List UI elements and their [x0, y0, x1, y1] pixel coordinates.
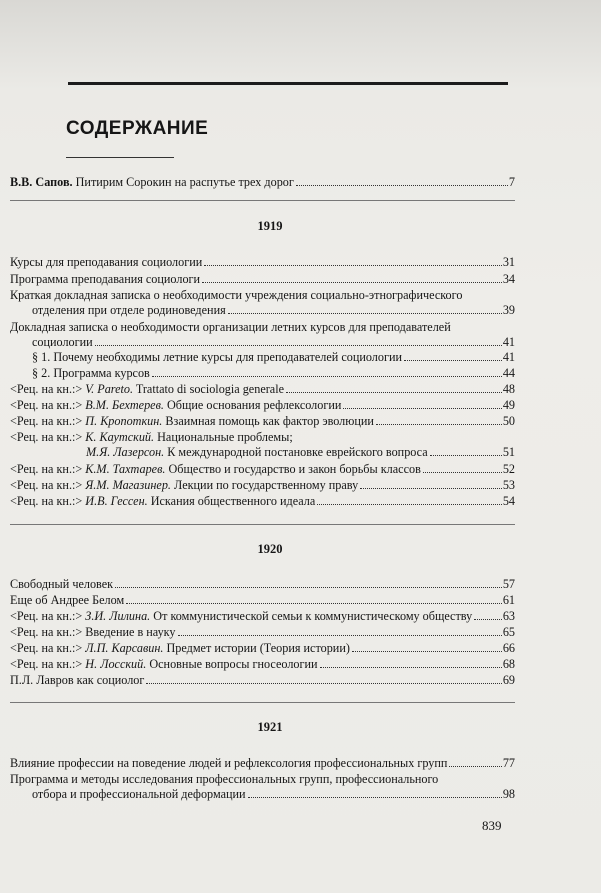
page-ref: 69 [502, 673, 515, 687]
page-ref: 31 [502, 255, 515, 269]
entry-title-line1: Национальные проблемы; [154, 430, 293, 444]
entry-title: социологии [32, 335, 93, 349]
page-ref: 48 [502, 382, 515, 396]
leader-dots [352, 651, 502, 652]
page-title: СОДЕРЖАНИЕ [66, 118, 209, 139]
title-underline [66, 157, 174, 158]
toc-entry[interactable] [10, 350, 515, 365]
leader-dots [320, 667, 502, 668]
entry-title: Взаимная помощь как фактор эволюции [162, 414, 374, 428]
toc-entry[interactable] [10, 272, 515, 287]
leader-dots [95, 345, 502, 346]
page-ref: 50 [502, 414, 515, 428]
page-ref: 39 [502, 303, 515, 317]
toc-entry[interactable] [10, 414, 515, 429]
page-ref: 51 [502, 445, 515, 459]
leader-dots [228, 313, 502, 314]
toc-entry[interactable] [10, 366, 515, 381]
entry-title: § 2. Программа курсов [32, 366, 150, 380]
leader-dots [126, 603, 502, 604]
review-prefix: <Рец. на кн.:> [10, 625, 86, 639]
entry-title-line1: Программа и методы исследования профессиональных групп, профессионального [10, 772, 439, 786]
toc-entry-intro[interactable] [10, 175, 515, 190]
intro-author: В.В. Сапов. [10, 175, 73, 189]
leader-dots [248, 797, 502, 798]
leader-dots [286, 392, 502, 393]
toc-entry[interactable] [10, 288, 515, 318]
entry-title: Предмет истории (Теория истории) [163, 641, 350, 655]
page-ref: 44 [502, 366, 515, 380]
entry-author: К. Каутский. [85, 430, 155, 444]
leader-dots [423, 472, 502, 473]
leader-dots [152, 376, 502, 377]
entry-author: V. Pareto. [85, 382, 134, 396]
leader-dots [360, 488, 502, 489]
section-divider [10, 200, 515, 201]
page-ref: 41 [502, 335, 515, 349]
leader-dots [343, 408, 501, 409]
leader-dots [376, 424, 502, 425]
entry-title: Общество и государство и закон борьбы классов [165, 462, 421, 476]
leader-dots [404, 360, 502, 361]
review-prefix: <Рец. на кн.:> [10, 382, 86, 396]
page-ref: 68 [502, 657, 515, 671]
entry-author: В.М. Бехтерев. [85, 398, 164, 412]
leader-dots [296, 185, 508, 186]
review-prefix: <Рец. на кн.:> [10, 398, 86, 412]
page-ref: 66 [502, 641, 515, 655]
toc-entry[interactable] [10, 494, 515, 509]
leader-dots [317, 504, 502, 505]
entry-author: И.В. Гессен. [85, 494, 148, 508]
intro-title: Питирим Сорокин на распутье трех дорог [72, 175, 294, 189]
page-ref: 61 [502, 593, 515, 607]
entry-title: От коммунистической семьи к коммунистическому обществу [150, 609, 473, 623]
entry-title: Свободный человек [10, 577, 114, 591]
entry-title: отбора и профессиональной деформации [32, 787, 246, 801]
toc-entry[interactable] [10, 462, 515, 477]
entry-title: П.Л. Лавров как социолог [10, 673, 145, 687]
toc-entry[interactable] [10, 430, 515, 460]
section-year: 1920 [257, 542, 283, 556]
entry-title: Основные вопросы гносеологии [146, 657, 318, 671]
review-prefix: <Рец. на кн.:> [10, 478, 86, 492]
entry-title: § 1. Почему необходимы летние курсы для преподавателей социологии [32, 350, 403, 364]
leader-dots [449, 766, 501, 767]
entry-title: Курсы для преподавания социологии [10, 255, 203, 269]
page-number: 839 [482, 818, 502, 833]
entry-author: Л.П. Карсавин. [85, 641, 164, 655]
toc-entry[interactable] [10, 478, 515, 493]
review-prefix: <Рец. на кн.:> [10, 657, 86, 671]
entry-author: К.М. Тахтарев. [85, 462, 166, 476]
entry-title: Влияние профессии на поведение людей и рефлексология профессиональных групп [10, 756, 448, 770]
entry-title: Искания общественного идеала [147, 494, 316, 508]
leader-dots [430, 455, 502, 456]
review-prefix: <Рец. на кн.:> [10, 494, 86, 508]
toc-entry[interactable] [10, 398, 515, 413]
toc-entry[interactable] [10, 255, 515, 270]
review-prefix: <Рец. на кн.:> [10, 641, 86, 655]
page-ref: 65 [502, 625, 515, 639]
entry-title-line1: Краткая докладная записка о необходимости учреждения социально-этнографического [10, 288, 463, 302]
entry-author: Н. Лосский. [85, 657, 147, 671]
page-ref: 63 [502, 609, 515, 623]
toc-entry[interactable] [10, 625, 515, 640]
page-ref: 34 [502, 272, 515, 286]
entry-author: З.И. Лилина. [85, 609, 151, 623]
page-ref: 54 [502, 494, 515, 508]
section-divider [10, 524, 515, 525]
section-year: 1919 [257, 219, 283, 233]
entry-author: Я.М. Магазинер. [85, 478, 171, 492]
entry-title: Еще об Андрее Белом [10, 593, 125, 607]
page-ref: 7 [508, 175, 515, 189]
leader-dots [115, 587, 502, 588]
section-divider [10, 702, 515, 703]
toc-entry[interactable] [10, 673, 515, 688]
page-ref: 77 [502, 756, 515, 770]
toc-entry[interactable] [10, 320, 515, 350]
entry-title: отделения при отделе родиноведения [32, 303, 226, 317]
page-ref: 98 [502, 787, 515, 801]
toc-entry[interactable] [10, 641, 515, 656]
entry-author: М.Я. Лазерсон. [86, 445, 165, 459]
leader-dots [202, 282, 502, 283]
toc-entry[interactable] [10, 609, 515, 624]
review-prefix: <Рец. на кн.:> [10, 462, 86, 476]
toc-entry[interactable] [10, 577, 515, 592]
review-prefix: <Рец. на кн.:> [10, 430, 86, 444]
toc-entry[interactable] [10, 772, 515, 802]
review-prefix: <Рец. на кн.:> [10, 609, 86, 623]
toc-entry[interactable] [10, 382, 515, 397]
leader-dots [178, 635, 502, 636]
review-prefix: <Рец. на кн.:> [10, 414, 86, 428]
top-rule [68, 82, 508, 85]
entry-title-line1: Докладная записка о необходимости организации летних курсов для преподавателей [10, 320, 451, 334]
leader-dots [146, 683, 501, 684]
toc-entry[interactable] [10, 756, 515, 771]
toc-entry[interactable] [10, 593, 515, 608]
entry-title: Общие основания рефлексологии [163, 398, 342, 412]
entry-title: Trattato di sociologia generale [133, 382, 284, 396]
entry-title: Программа преподавания социологи [10, 272, 201, 286]
toc-entry[interactable] [10, 657, 515, 672]
page-ref: 52 [502, 462, 515, 476]
page-ref: 57 [502, 577, 515, 591]
section-year: 1921 [257, 720, 283, 734]
entry-author: П. Кропоткин. [85, 414, 163, 428]
leader-dots [204, 265, 502, 266]
page-ref: 49 [502, 398, 515, 412]
page-ref: 41 [502, 350, 515, 364]
leader-dots [474, 619, 502, 620]
page-ref: 53 [502, 478, 515, 492]
entry-title: Лекции по государственному праву [170, 478, 359, 492]
entry-title: Введение в науку [85, 625, 176, 639]
entry-title: К международной постановке еврейского вопроса [164, 445, 428, 459]
